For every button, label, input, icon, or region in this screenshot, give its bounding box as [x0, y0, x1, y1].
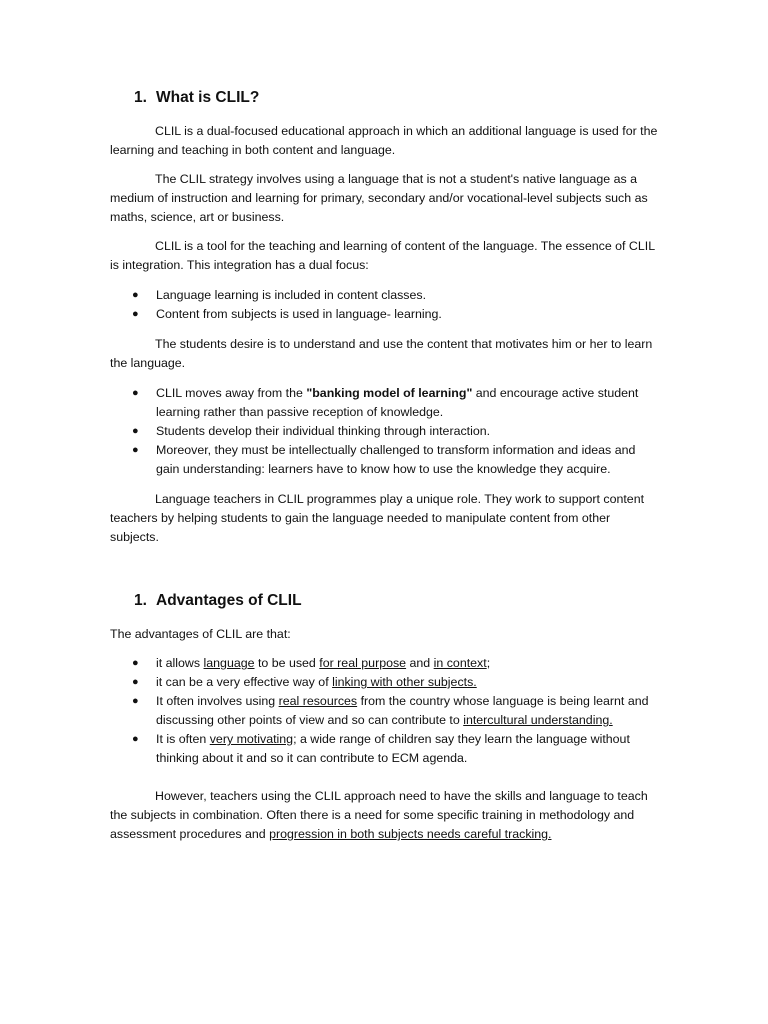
- paragraph: CLIL is a tool for the teaching and learning of content of the language. The essence of CLIL is integration. This integration has a dual focus:: [110, 239, 655, 272]
- underlined-phrase: very motivating: [209, 732, 294, 746]
- underlined-phrase: intercultural understanding.: [463, 713, 613, 727]
- list-item: ● Moreover, they must be intellectually challenged to transform information and ideas and gain understanding: learners have to know how to use the knowledge they acquire.: [132, 443, 636, 476]
- bullet-icon: ●: [132, 289, 139, 301]
- underlined-phrase: in context: [433, 656, 487, 670]
- list-item: ● it can be a very effective way of linking with other subjects.: [156, 673, 658, 692]
- bullet-icon: ●: [132, 425, 139, 437]
- list-item: ● Language learning is included in content classes.: [156, 286, 658, 305]
- paragraph: Language teachers in CLIL programmes play a unique role. They work to support content teachers by helping students to gain the language needed to manipulate content from other subjects.: [110, 492, 645, 544]
- bullet-icon: ●: [132, 676, 139, 688]
- bullet-icon: ●: [132, 657, 139, 669]
- underlined-phrase: language: [203, 656, 255, 670]
- bullet-icon: ●: [132, 444, 139, 456]
- bullet-list: [110, 384, 658, 479]
- list-item: ● Content from subjects is used in language- learning.: [156, 305, 658, 324]
- paragraph: CLIL is a dual-focused educational approach in which an additional language is used for the learning and teaching in both content and language.: [110, 124, 658, 157]
- bullet-icon: ●: [132, 695, 139, 707]
- list-item: ● CLIL moves away from the "banking model of learning" and encourage active student learning rather than passive reception of knowledge.: [132, 386, 639, 419]
- heading-title: Advantages of CLIL: [156, 592, 302, 609]
- heading-title: What is CLIL?: [156, 89, 260, 106]
- underlined-phrase: for real purpose: [319, 656, 407, 670]
- paragraph: The advantages of CLIL are that:: [110, 627, 291, 641]
- underlined-phrase: linking with other subjects.: [332, 675, 477, 689]
- underlined-phrase: real resources: [278, 694, 358, 708]
- list-item: ● it allows language to be used for real purpose and in context;: [156, 654, 658, 673]
- bullet-icon: ●: [132, 733, 139, 745]
- heading-number: 1.: [134, 592, 147, 609]
- bullet-icon: ●: [132, 387, 139, 399]
- paragraph: The CLIL strategy involves using a language that is not a student's native language as a medium of instruction and learning for primary, secondary and/or vocational-level subjects such as maths, science, art or business.: [110, 172, 648, 224]
- bullet-list: [110, 286, 658, 324]
- bullet-list: [110, 654, 658, 768]
- underlined-phrase: progression in both subjects needs careful tracking.: [269, 827, 552, 841]
- section-heading-what-is-clil: [110, 88, 658, 108]
- paragraph: The students desire is to understand and use the content that motivates him or her to learn the language.: [110, 337, 653, 370]
- document-body: [110, 88, 658, 844]
- bold-phrase: "banking model of learning": [306, 386, 473, 400]
- list-item: ● Students develop their individual thinking through interaction.: [156, 422, 658, 441]
- paragraph: However, teachers using the CLIL approach need to have the skills and language to teach the subjects in combination. Often there is a need for some specific training in methodology and assessment procedures and progression in both subjects needs careful tracking.: [110, 789, 648, 841]
- list-item: ● It is often very motivating; a wide range of children say they learn the language without thinking about it and so it can contribute to ECM agenda.: [132, 732, 630, 765]
- section-heading-advantages: [110, 591, 658, 611]
- heading-number: 1.: [134, 89, 147, 106]
- list-item: ● It often involves using real resources from the country whose language is being learnt and discussing other points of view and so can contribute to intercultural understanding.: [132, 694, 649, 727]
- bullet-icon: ●: [132, 308, 139, 320]
